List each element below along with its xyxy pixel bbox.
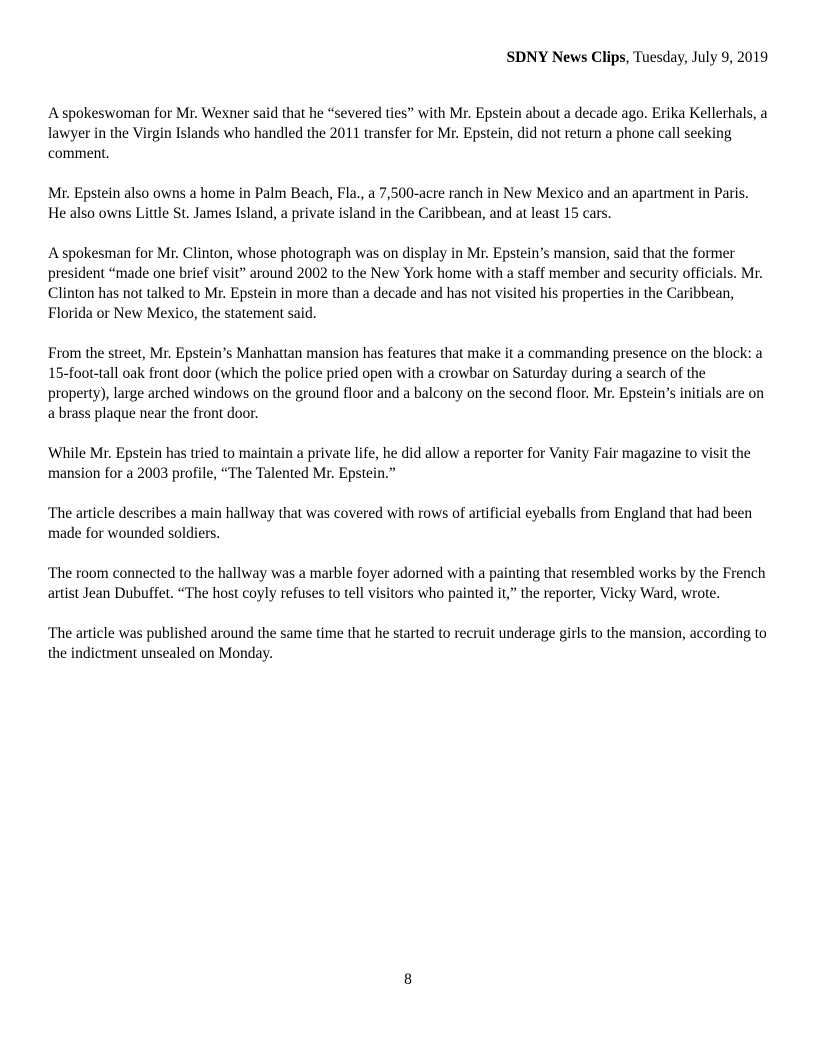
paragraph: From the street, Mr. Epstein’s Manhattan mansion has features that make it a commanding presence on the block: a 15-foot-tall oak front door (which the police pried open with a crowbar on Saturday during a search of the property), large arched windows on the ground floor and a balcony on the second floor. Mr. Epstein’s initials are on a brass plaque near the front door.: [48, 345, 764, 422]
publication-name: SDNY News Clips: [506, 49, 626, 66]
paragraph: The article describes a main hallway that was covered with rows of artificial eyeballs from England that had been made for wounded soldiers.: [48, 505, 753, 542]
article-body: [48, 104, 768, 684]
paragraph: The room connected to the hallway was a marble foyer adorned with a painting that resembled works by the French artist Jean Dubuffet. “The host coyly refuses to tell visitors who painted it,” the reporter, Vicky Ward, wrote.: [48, 565, 766, 602]
paragraph: The article was published around the same time that he started to recruit underage girls to the mansion, according to the indictment unsealed on Monday.: [48, 625, 767, 662]
paragraph: Mr. Epstein also owns a home in Palm Beach, Fla., a 7,500-acre ranch in New Mexico and an apartment in Paris. He also owns Little St. James Island, a private island in the Caribbean, and at least 15 cars.: [48, 185, 749, 222]
paragraph: A spokeswoman for Mr. Wexner said that he “severed ties” with Mr. Epstein about a decade ago. Erika Kellerhals, a lawyer in the Virgin Islands who handled the 2011 transfer for Mr. Epstein, did not return a phone call seeking comment.: [48, 105, 768, 162]
publication-date: , Tuesday, July 9, 2019: [625, 49, 768, 66]
page-number: 8: [404, 971, 412, 988]
paragraph: A spokesman for Mr. Clinton, whose photograph was on display in Mr. Epstein’s mansion, said that the former president “made one brief visit” around 2002 to the New York home with a staff member and security officials. Mr. Clinton has not talked to Mr. Epstein in more than a decade and has not visited his properties in the Caribbean, Florida or New Mexico, the statement said.: [48, 245, 763, 322]
paragraph: While Mr. Epstein has tried to maintain a private life, he did allow a reporter for Vanity Fair magazine to visit the mansion for a 2003 profile, “The Talented Mr. Epstein.”: [48, 445, 751, 482]
page-header: [506, 48, 768, 68]
